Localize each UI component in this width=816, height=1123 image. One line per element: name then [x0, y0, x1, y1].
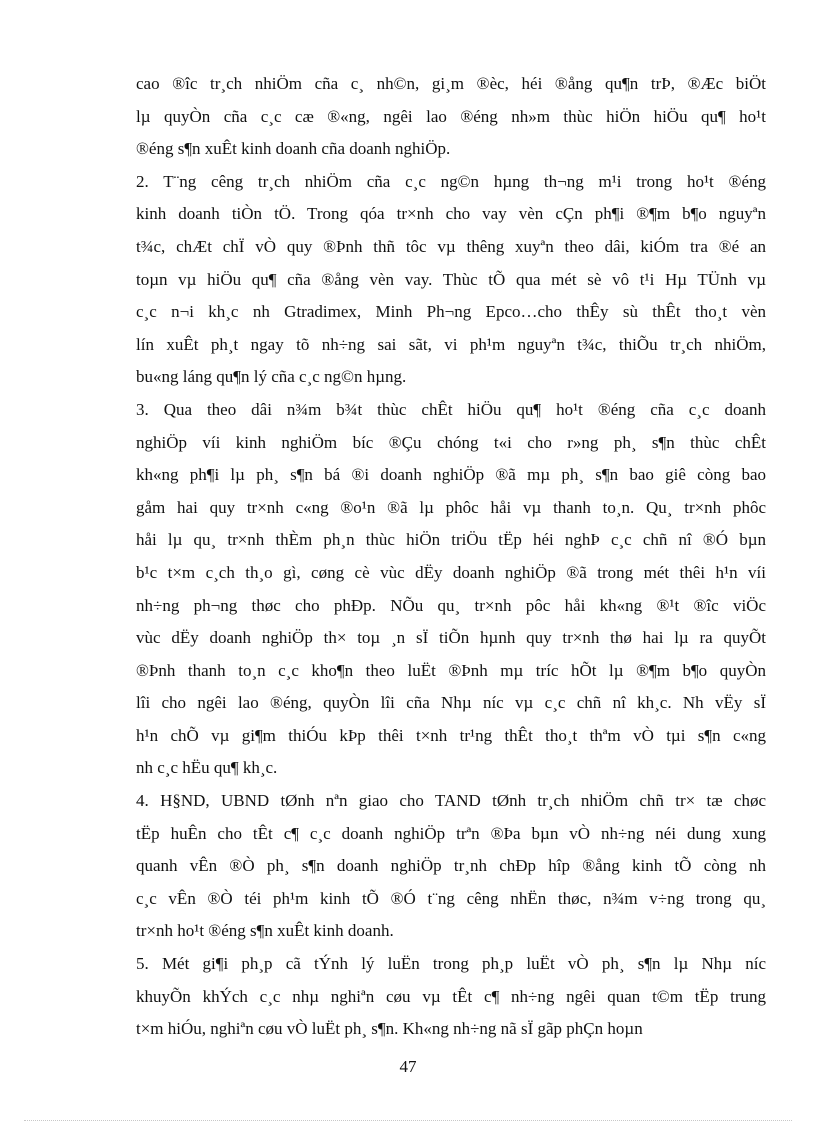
text-line: 3. Qua theo dâi n¾m b¾t thùc chÊt hiÖu qu¶ ho¹t ®éng cña c¸c doanh	[136, 399, 766, 419]
text-line: gåm hai quy tr×nh c«ng ®o¹n ®ã lµ phôc håi vµ thanh to¸n. Qu¸ tr×nh phôc	[136, 497, 766, 517]
text-line: khuyÕn khÝch c¸c nhµ nghiªn cøu vµ tÊt c¶ nh÷ng ngêi quan t©m tËp trung	[136, 986, 766, 1006]
text-line: c¸c n¬i kh¸c nh Gtradimex, Minh Ph¬ng Epco…cho thÊy sù thÊt tho¸t vèn	[136, 302, 766, 322]
text-line: nghiÖp víi kinh nghiÖm bíc ®Çu chóng t«i cho r»ng ph¸ s¶n thùc chÊt	[136, 432, 766, 452]
text-line: t¾c, chÆt chÏ vÒ quy ®Þnh thñ tôc vµ thêng xuyªn theo dâi, kiÓm tra ®é an	[136, 236, 766, 256]
text-line: h¹n chÕ vµ gi¶m thiÓu kÞp thêi t×nh tr¹ng thÊt tho¸t thªm vÒ tµi s¶n c«ng	[136, 725, 766, 745]
page-number: 47	[399, 1057, 417, 1076]
text-line: lîi cho ngêi lao ®éng, quyÒn lîi cña Nhµ níc vµ c¸c chñ nî kh¸c. Nh vËy sÏ	[136, 693, 766, 713]
text-line: toµn vµ hiÖu qu¶ cña ®ång vèn vay. Thùc tÕ qua mét sè vô t¹i Hµ TÜnh vµ	[136, 269, 766, 289]
paragraph	[136, 785, 766, 948]
text-line: bu«ng láng qu¶n lý cña c¸c ng©n hµng.	[136, 367, 407, 387]
paragraph	[136, 166, 766, 394]
text-line: tËp huÊn cho tÊt c¶ c¸c doanh nghiÖp trªn ®Þa bµn vÒ nh÷ng néi dung xung	[136, 823, 766, 843]
text-line: 2. T¨ng cêng tr¸ch nhiÖm cña c¸c ng©n hµng th¬ng m¹i trong ho¹t ®éng	[136, 171, 766, 191]
footer-divider	[24, 1120, 792, 1121]
body-text	[136, 68, 766, 1046]
text-line: vùc dËy doanh nghiÖp th× toµ ¸n sÏ tiÕn hµnh quy tr×nh thø hai lµ ra quyÕt	[136, 628, 766, 648]
text-line: kinh doanh tiÒn tÖ. Trong qóa tr×nh cho vay vèn cÇn ph¶i ®¶m b¶o nguyªn	[136, 204, 766, 224]
text-line: ®éng s¶n xuÊt kinh doanh cña doanh nghiÖp.	[136, 139, 451, 159]
text-line: cao ®îc tr¸ch nhiÖm cña c¸ nh©n, gi¸m ®èc, héi ®ång qu¶n trÞ, ®Æc biÖt	[136, 74, 766, 93]
text-line: 4. H§ND, UBND tØnh nªn giao cho TAND tØnh tr¸ch nhiÖm chñ tr× tæ chøc	[136, 791, 766, 811]
text-line: c¸c vÊn ®Ò téi ph¹m kinh tÕ ®Ó t¨ng cêng nhËn thøc, n¾m v÷ng trong qu¸	[136, 888, 766, 908]
text-line: lµ quyÒn cña c¸c cæ ®«ng, ngêi lao ®éng nh»m thùc hiÖn hiÖu qu¶ ho¹t	[136, 106, 766, 126]
text-line: t×m hiÓu, nghiªn cøu vÒ luËt ph¸ s¶n. Kh«ng nh÷ng nã sÏ gãp phÇn hoµn	[136, 1019, 643, 1039]
text-line: håi lµ qu¸ tr×nh thÈm ph¸n thùc hiÖn triÖu tËp héi nghÞ c¸c chñ nî ®Ó bµn	[136, 530, 766, 550]
text-line: kh«ng ph¶i lµ ph¸ s¶n bá ®i doanh nghiÖp ®ã mµ ph¸ s¶n bao giê còng bao	[136, 465, 766, 485]
text-line: quanh vÊn ®Ò ph¸ s¶n doanh nghiÖp tr¸nh chÐp hîp ®ång kinh tÕ còng nh	[136, 856, 766, 876]
paragraph	[136, 394, 766, 785]
text-line: tr×nh ho¹t ®éng s¶n xuÊt kinh doanh.	[136, 921, 394, 941]
paragraph	[136, 68, 766, 166]
text-line: nh c¸c hËu qu¶ kh¸c.	[136, 758, 278, 778]
text-line: b¹c t×m c¸ch th¸o gì, cøng cè vùc dËy doanh nghiÖp ®ã trong mét thêi h¹n víi	[136, 562, 766, 582]
text-line: ®Þnh thanh to¸n c¸c kho¶n theo luËt ®Þnh mµ tríc hÕt lµ ®¶m b¶o quyÒn	[136, 660, 766, 680]
text-line: 5. Mét gi¶i ph¸p cã tÝnh lý luËn trong ph¸p luËt vÒ ph¸ s¶n lµ Nhµ níc	[136, 954, 766, 974]
paragraph	[136, 948, 766, 1046]
text-line: lín xuÊt ph¸t ngay tõ nh÷ng sai sãt, vi ph¹m nguyªn t¾c, thiÕu tr¸ch nhiÖm,	[136, 334, 766, 354]
text-line: nh÷ng ph¬ng thøc cho phÐp. NÕu qu¸ tr×nh pôc håi kh«ng ®¹t ®îc viÖc	[136, 595, 766, 615]
